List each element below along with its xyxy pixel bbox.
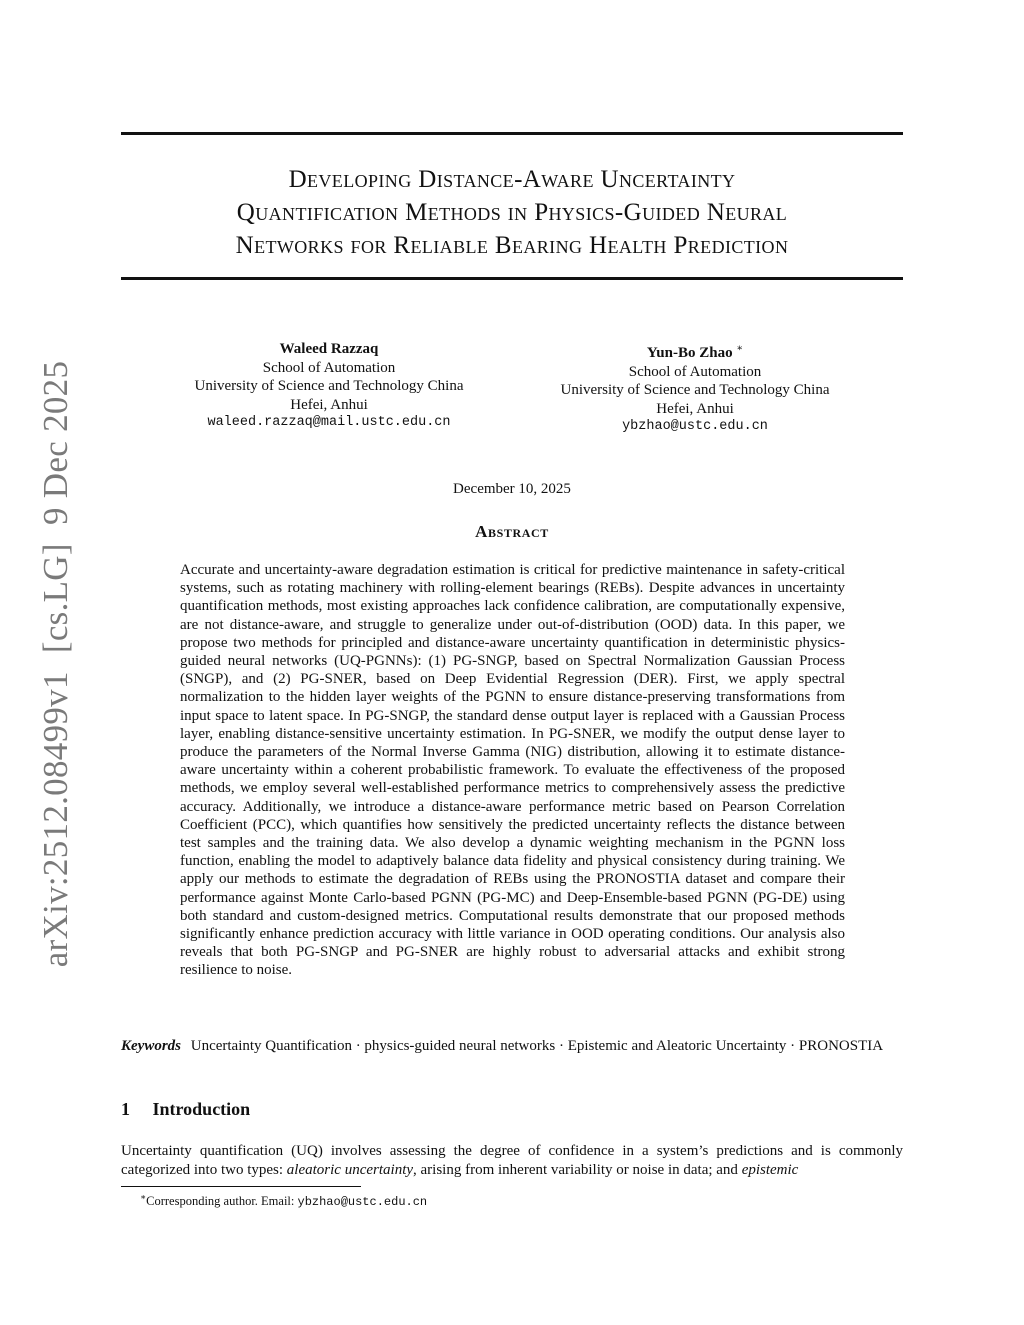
abstract-heading: Abstract	[475, 522, 549, 541]
arxiv-identifier-stamp	[36, 361, 76, 968]
author-institution: University of Science and Technology China	[194, 378, 464, 394]
author-name-line	[535, 340, 855, 363]
intro-text-start: Uncertainty quantification (UQ) involves assessing the degree of confidence in a system’s predictions and is commonly categorized into two types:	[121, 1143, 903, 1178]
intro-text-mid: , arising from inherent variability or noise in data; and	[413, 1161, 742, 1178]
author-block-1	[170, 340, 488, 433]
title-line-3: Networks for Reliable Bearing Health Prediction	[235, 232, 789, 259]
footnote-email: ybzhao@ustc.edu.cn	[297, 1195, 428, 1210]
keywords	[121, 1037, 903, 1056]
footnote-rule	[121, 1186, 361, 1187]
section-heading	[121, 1099, 250, 1120]
section-title: Introduction	[152, 1099, 251, 1119]
intro-emphasis-epistemic: epistemic	[741, 1161, 799, 1178]
abstract-text: Accurate and uncertainty-aware degradation estimation is critical for predictive maintenance in safety-critical systems, such as rotating machinery with rolling-element bearings (REBs). Despite advances in uncertainty quantification methods, most existing approaches lack confidence calibration, are computationally expensive, are not distance-aware, and struggle to generalize under out-of-distribution (OOD) data. In this paper, we propose two methods for principled and distance-aware uncertainty quantification in deterministic physics-guided neural networks (UQ-PGNNs): (1) PG-SNGP, based on Spectral Normalization Gaussian Process (SNGP), and (2) PG-SNER, based on Deep Evidential Regression (DER). First, we apply spectral normalization to the hidden layer weights of the PGNN to ensure distance-preserving transformations from input space to latent space. In PG-SNGP, the standard dense output layer is replaced with a Gaussian Process layer, enabling distance-sensitive uncertainty estimation. In PG-SNER, we modify the output dense layer to produce the parameters of the Normal Inverse Gamma (NIG) distribution, allowing it to estimate distance-aware uncertainty within a coherent probabilistic framework. To evaluate the effectiveness of the proposed methods, we employ several well-established performance metrics to comprehensively assess the predictive accuracy. Additionally, we introduce a distance-aware performance metric based on Pearson Correlation Coefficient (PCC), which quantifies how sensitively the predicted uncertainty reflects the distance between test samples and the training data. We also develop a dynamic weighting mechanism in the PGNN loss function, enabling the model to adaptively balance data fidelity and physical consistency during training. We apply our methods to estimate the degradation of REBs using the PRONOSTIA dataset and compare their performance against Monte Carlo-based PGNN (PG-MC) and Deep-Ensemble-based PGNN (PG-DE) using both standard and custom-designed metrics. Computational results demonstrate that our proposed methods significantly enhance prediction accuracy with little variance in OOD operating conditions. Our analysis also reveals that both PG-SNGP and PG-SNER are highly robust to adversarial attacks and exhibit strong resilience to noise.	[180, 562, 845, 979]
intro-emphasis-aleatoric: aleatoric uncertainty	[286, 1161, 414, 1178]
author-name: Yun-Bo Zhao	[646, 345, 733, 361]
keywords-label: Keywords	[121, 1038, 181, 1054]
keywords-list: Uncertainty Quantification · physics-guided neural networks · Epistemic and Aleatoric Uncertainty · PRONOSTIA	[190, 1038, 884, 1054]
title-rule-bottom	[121, 277, 903, 280]
introduction-paragraph	[121, 1142, 903, 1179]
author-department: School of Automation	[262, 359, 396, 376]
author-department: School of Automation	[628, 363, 762, 380]
corresponding-author-marker: ∗	[736, 343, 744, 354]
footnote-marker: ∗	[140, 1192, 147, 1202]
publication-date: December 10, 2025	[453, 481, 571, 497]
author-name: Waleed Razzaq	[279, 341, 379, 357]
paper-title	[121, 163, 903, 262]
title-line-1: Developing Distance-Aware Uncertainty	[288, 166, 736, 193]
author-email: ybzhao@ustc.edu.cn	[622, 419, 768, 434]
author-institution: University of Science and Technology China	[560, 382, 830, 398]
arxiv-stamp-text: arXiv:2512.08499v1 [cs.LG] 9 Dec 2025	[36, 360, 75, 968]
footnote-text: Corresponding author. Email:	[146, 1194, 298, 1209]
title-line-2: Quantification Methods in Physics-Guided Neural	[236, 199, 788, 226]
author-city: Hefei, Anhui	[290, 396, 368, 413]
section-number: 1	[121, 1099, 130, 1119]
title-rule-top	[121, 132, 903, 135]
author-city: Hefei, Anhui	[656, 400, 734, 417]
author-email: waleed.razzaq@mail.ustc.edu.cn	[207, 415, 451, 430]
footnote	[140, 1192, 427, 1209]
author-block-2	[535, 340, 855, 437]
